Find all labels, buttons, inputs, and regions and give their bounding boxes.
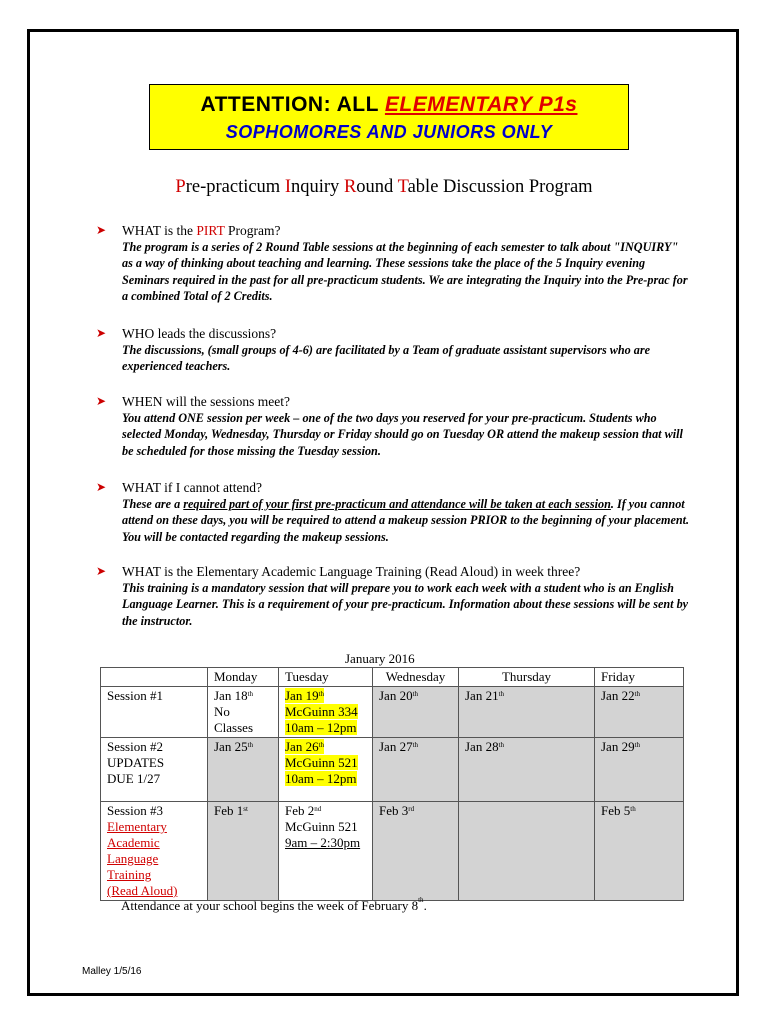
calendar-caption: January 2016 (345, 651, 415, 666)
cell-jan-21: Jan 21th (459, 687, 595, 738)
page-title: Pre-practicum Inquiry Round Table Discussion Program (175, 177, 593, 197)
attention-banner (149, 84, 629, 150)
session-label: Session #1 (101, 687, 208, 738)
cell-jan-25: Jan 25th (208, 738, 279, 802)
question-when: ➤ WHEN will the sessions meet? (96, 394, 290, 409)
question-who: ➤ WHO leads the discussions? (96, 326, 277, 341)
question-cannot-attend: ➤ WHAT if I cannot attend? (96, 480, 262, 495)
cell-jan-20: Jan 20th (373, 687, 459, 738)
session-calendar-table (100, 667, 684, 901)
cell-jan-22: Jan 22th (595, 687, 684, 738)
table-header-cell: Monday (208, 668, 279, 687)
cell-jan-26: Jan 26th McGuinn 521 10am – 12pm (279, 738, 373, 802)
session-label: Session #2 UPDATES DUE 1/27 (101, 738, 208, 802)
question-what: ➤ WHAT is the PIRT Program? (96, 223, 281, 238)
cell-jan-28: Jan 28th (459, 738, 595, 802)
cell-feb-3: Feb 3rd (373, 802, 459, 901)
answer-when: You attend ONE session per week – one of the two days you reserved for your pre-practicum. Students who selected Monday, Wednesday, Thursday or Friday should go on Tuesday OR attend the makeup session that will be scheduled for those missing the Tuesday session. (122, 411, 683, 458)
banner-highlight: ELEMENTARY P1s (384, 93, 578, 116)
banner-line-1: ATTENTION: ALL ELEMENTARY P1s (200, 93, 578, 116)
banner-line-2: SOPHOMORES AND JUNIORS ONLY (225, 122, 553, 142)
answer-cannot-attend: These are a required part of your first pre-practicum and attendance will be taken at each session. If you cannot attend on these days, you will be required to attend a makeup session PRIOR to the beginning of your placement. You will be contacted regarding the makeup sessions. (122, 497, 690, 544)
table-header-cell: Thursday (459, 668, 595, 687)
question-training: ➤ WHAT is the Elementary Academic Language Training (Read Aloud) in week three? (96, 564, 581, 579)
cell-jan-18: Jan 18th No Classes (208, 687, 279, 738)
cell-jan-27: Jan 27th (373, 738, 459, 802)
section-what (96, 223, 690, 304)
arrow-bullet-icon: ➤ (96, 223, 107, 237)
table-header-row (101, 668, 684, 687)
cell-jan-19: Jan 19th McGuinn 334 10am – 12pm (279, 687, 373, 738)
cell-feb-1: Feb 1st (208, 802, 279, 901)
answer-who: The discussions, (small groups of 4-6) are facilitated by a Team of graduate assistant supervisors who are experienced teachers. (122, 343, 651, 374)
cell-feb-2: Feb 2nd McGuinn 521 9am – 2:30pm (279, 802, 373, 901)
section-when (96, 394, 690, 459)
table-row-session-3 (101, 802, 684, 901)
attendance-note: Attendance at your school begins the week of February 8th. (121, 896, 427, 913)
footer-author-date: Malley 1/5/16 (82, 966, 142, 977)
arrow-bullet-icon: ➤ (96, 564, 107, 578)
cell-feb-4 (459, 802, 595, 901)
answer-what: The program is a series of 2 Round Table sessions at the beginning of each semester to talk about "INQUIRY" as a way of thinking about teaching and learning. These sessions take the place of the 5 Inquiry evening Seminars required in the past for all pre-practicum students. We are integrating the Inquiry into the Pre-prac for a combined Total of 2 Credits. (122, 240, 688, 303)
cell-jan-29: Jan 29th (595, 738, 684, 802)
table-header-cell: Wednesday (373, 668, 459, 687)
table-header-cell (101, 668, 208, 687)
section-cannot-attend (96, 480, 690, 545)
cell-feb-5: Feb 5th (595, 802, 684, 901)
arrow-bullet-icon: ➤ (96, 480, 107, 494)
arrow-bullet-icon: ➤ (96, 326, 107, 340)
table-row-session-2 (101, 738, 684, 802)
table-header-cell: Tuesday (279, 668, 373, 687)
section-training (96, 564, 690, 629)
table-header-cell: Friday (595, 668, 684, 687)
answer-training: This training is a mandatory session that will prepare you to work each week with a student who is an English Language Learner. This is a requirement of your pre-practicum. Information about these sessions will be sent by the instructor. (122, 581, 689, 628)
session-label: Session #3 Elementary Academic Language Training (Read Aloud) (101, 802, 208, 901)
table-row-session-1 (101, 687, 684, 738)
section-who (96, 326, 690, 375)
arrow-bullet-icon: ➤ (96, 394, 107, 408)
